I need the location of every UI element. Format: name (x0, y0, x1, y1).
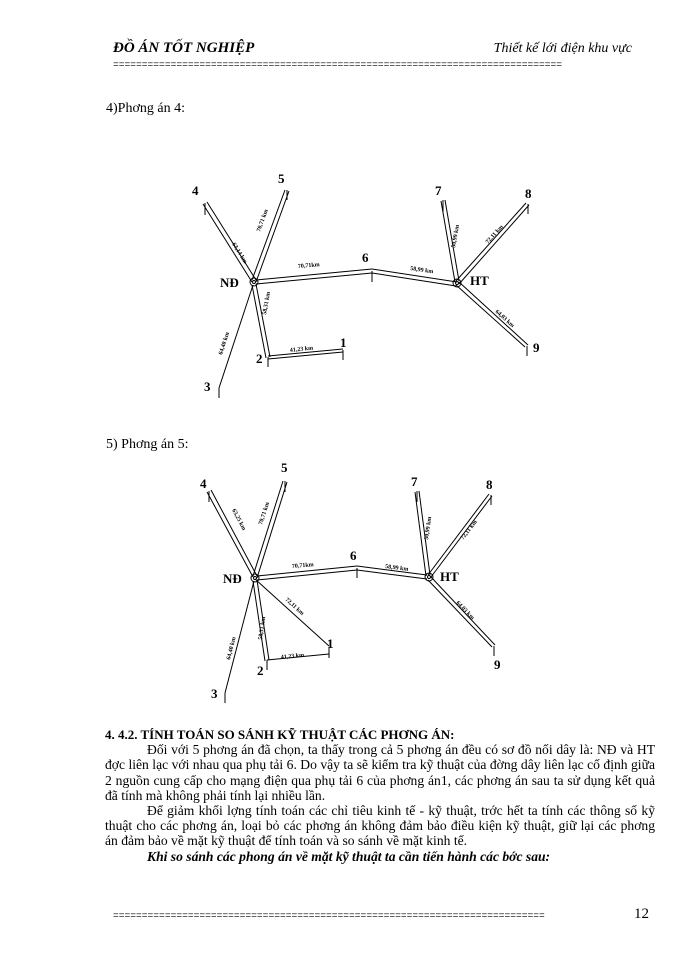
option4-title: 4)Phơng án 4: (106, 101, 185, 116)
node-7: 7 (435, 183, 442, 198)
edge-label-ht-7: 50,99 km (451, 224, 462, 249)
node-2: 2 (256, 351, 263, 366)
header-subtitle: Thiết kế lới điện khu vực (493, 41, 632, 56)
node-9: 9 (494, 657, 501, 672)
edge-label-ht-8: 72,11 km (485, 224, 505, 246)
header-rule: ============================================================================== (113, 59, 563, 70)
edge-label-nd-5: 70,71 km (258, 501, 272, 526)
edge-label-nd-6: 70,71km (297, 262, 320, 270)
line-nd-1 (255, 579, 329, 646)
node-6: 6 (350, 548, 357, 563)
edge-label-ht-9: 64,03 km (454, 600, 476, 622)
line-nd-5 (253, 481, 287, 578)
node-5: 5 (278, 171, 285, 186)
edge-label-ht-9: 64,03 km (493, 309, 516, 330)
node-1: 1 (340, 335, 347, 350)
node-4: 4 (200, 476, 207, 491)
edge-label-nd-2: 58,31 km (262, 291, 273, 316)
header-title: ĐỒ ÁN TỐT NGHIỆP (113, 40, 255, 56)
line-ht-9 (428, 577, 495, 647)
node-3: 3 (211, 686, 218, 701)
node-8: 8 (486, 477, 493, 492)
node-nd: NĐ (220, 275, 239, 290)
edge-label-6-ht: 58,99 km (409, 266, 434, 276)
edge-label-nd-1: 72,11 km (283, 597, 305, 617)
paragraph-3: Khi so sánh các phong án về mặt kỹ thuật ta cần tiến hành các bớc sau: (147, 848, 551, 864)
paragraph-2: Để giảm khối lợng tính toán các chỉ tiêu kinh tế - kỹ thuật, trớc hết ta tính các thông số kỹ thuật cho các phơng án, loại bỏ các phơng án không đảm bảo điều kiện kỹ thuật, giữ lại các phơng án đảm bảo về mặt kỹ thuật để tính toán và so sánh về mặt kinh tế. (105, 803, 655, 849)
node-9: 9 (533, 340, 540, 355)
option5-title: 5) Phơng án 5: (106, 437, 189, 452)
edge-label-nd-4: 63,25 km (230, 508, 247, 532)
node-6: 6 (362, 250, 369, 265)
node-1: 1 (327, 636, 334, 651)
edge-label-nd-3: 64,40 km (226, 636, 238, 661)
section-heading: 4. 4.2. TÍNH TOÁN SO SÁNH KỸ THUẬT CÁC PHƠNG ÁN: (105, 727, 455, 742)
node-ht: HT (470, 273, 489, 288)
node-2: 2 (257, 663, 264, 678)
line-nd-4 (207, 490, 257, 577)
node-5: 5 (281, 460, 288, 475)
node-7: 7 (411, 474, 418, 489)
node-4: 4 (192, 183, 199, 198)
page-number: 12 (634, 906, 649, 922)
body-text (105, 727, 655, 864)
edge-label-6-ht: 58,99 km (384, 564, 409, 573)
node-ht: HT (440, 569, 459, 584)
edge-label-2-1: 41,23 km (289, 345, 314, 354)
node-nd: NĐ (223, 571, 242, 586)
node-8: 8 (525, 186, 532, 201)
edge-label-2-1: 41,23 km (280, 652, 305, 661)
edge-label-nd-3: 64,40 km (218, 331, 232, 356)
paragraph-1: Đối với 5 phơng án đã chọn, ta thấy trong cả 5 phơng án đều có sơ đồ nối dây là: NĐ và HT đợc liên lạc với nhau qua phụ tải 6. Do vậy ta sẽ kiểm tra kỹ thuật của đờng dây liên lạc cố định giữa 2 nguồn cung cấp cho mạng điện qua phụ tải 6 của phơng án1, các phơng án sau ta sử dụng kết quả đã tính mà không phải tính lại nhiều lần. (105, 742, 655, 803)
footer-rule: =========================================================================== (113, 910, 545, 921)
edge-label-nd-6: 70,71km (291, 562, 314, 570)
edge-label-nd-4: 63,14 km (230, 241, 248, 265)
edge-label-nd-5: 70,71 km (256, 208, 270, 233)
edge-label-nd-2: 58,31 km (258, 616, 268, 641)
line-ht-8 (428, 494, 492, 577)
edge-label-ht-8: 72,11 km (459, 519, 479, 542)
line-nd-3 (225, 581, 254, 693)
edge-label-ht-7: 50,99 km (424, 516, 434, 541)
node-3: 3 (204, 379, 211, 394)
